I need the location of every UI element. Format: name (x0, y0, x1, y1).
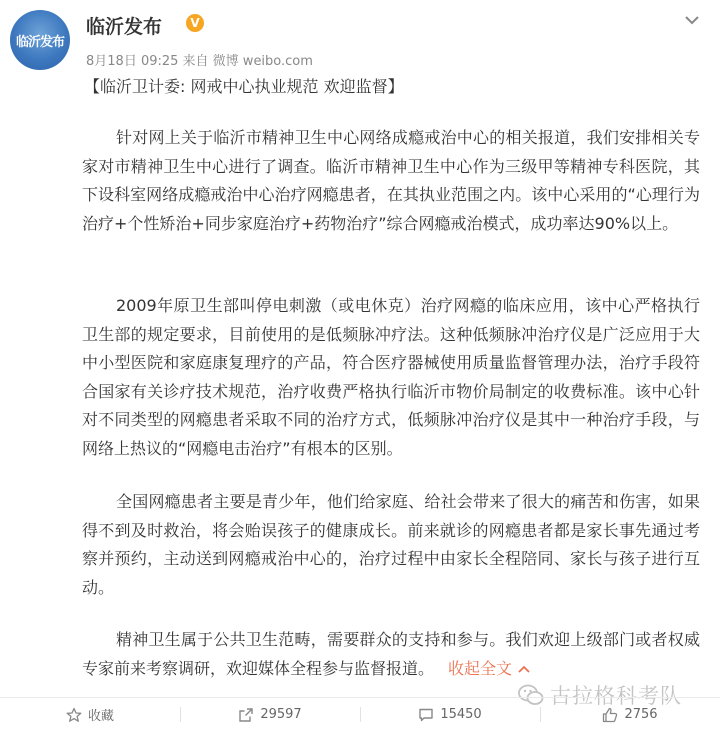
comment-icon (418, 707, 434, 723)
post-paragraph: 针对网上关于临沂市精神卫生中心网络成瘾戒治中心的相关报道，我们安排相关专家对市精神卫生中心进行了调查。临沂市精神卫生中心作为三级甲等精神专科医院，其下设科室网络成瘾戒治中心治疗网瘾患者，在其执业范围之内。该中心采用的“心理行为治疗+个性矫治+同步家庭治疗+药物治疗”综合网瘾戒治模式，成功率达90%以上。 (82, 128, 700, 233)
comment-count: 15450 (440, 707, 482, 722)
like-button[interactable] (540, 698, 720, 731)
repost-icon (238, 707, 254, 723)
verified-badge-icon: V (186, 14, 204, 32)
repost-count: 29597 (260, 707, 302, 722)
like-count: 2756 (624, 707, 658, 722)
post-paragraph: 全国网瘾患者主要是青少年，他们给家庭、给社会带来了很大的痛苦和伤害，如果得不到及时救治，将会贻误孩子的健康成长。前来就诊的网瘾患者都是家长事先通过考察并预约，主动送到网瘾戒治中心的，治疗过程中由家长全程陪同、家长与孩子进行互动。 (82, 492, 700, 597)
post-paragraph: 2009年原卫生部叫停电刺激（或电休克）治疗网瘾的临床应用，该中心严格执行卫生部的规定要求，目前使用的是低频脉冲疗法。这种低频脉冲治疗仪是广泛应用于大中小型医院和家庭康复理疗的产品，符合医疗器械使用质量监督管理办法，治疗手段符合国家有关诊疗技术规范，治疗收费严格执行临沂市物价局制定的收费标准。该中心针对不同类型的网瘾患者采取不同的治疗方式，低频脉冲治疗仪是其中一种治疗手段，与网络上热议的“网瘾电击治疗”有根本的区别。 (82, 296, 700, 458)
favorite-label: 收藏 (87, 709, 114, 724)
star-icon (66, 707, 82, 723)
watermark-text: 古拉格科考队 (550, 684, 682, 708)
chevron-down-icon[interactable] (682, 10, 702, 30)
post-headline: 【临沂卫计委: 网戒中心执业规范 欢迎监督】 (84, 77, 404, 96)
post-paragraph-text: 精神卫生属于公共卫生范畴，需要群众的支持和参与。我们欢迎上级部门或者权威专家前来考察调研，欢迎媒体全程参与监督报道。 (82, 630, 700, 678)
thumbs-up-icon (602, 707, 618, 723)
avatar[interactable] (10, 10, 70, 70)
author-name[interactable]: 临沂发布 (86, 16, 163, 38)
post-meta: 8月18日 09:25 来自 微博 weibo.com (86, 54, 313, 69)
chevron-up-icon (518, 665, 530, 673)
collapse-link[interactable] (448, 659, 530, 678)
post-paragraph (82, 626, 700, 683)
avatar-text: 临沂发布 (15, 34, 64, 50)
comment-button[interactable] (360, 698, 540, 731)
favorite-button[interactable] (0, 698, 180, 731)
action-bar (0, 697, 720, 731)
collapse-label: 收起全文 (448, 658, 513, 678)
repost-button[interactable] (180, 698, 360, 731)
